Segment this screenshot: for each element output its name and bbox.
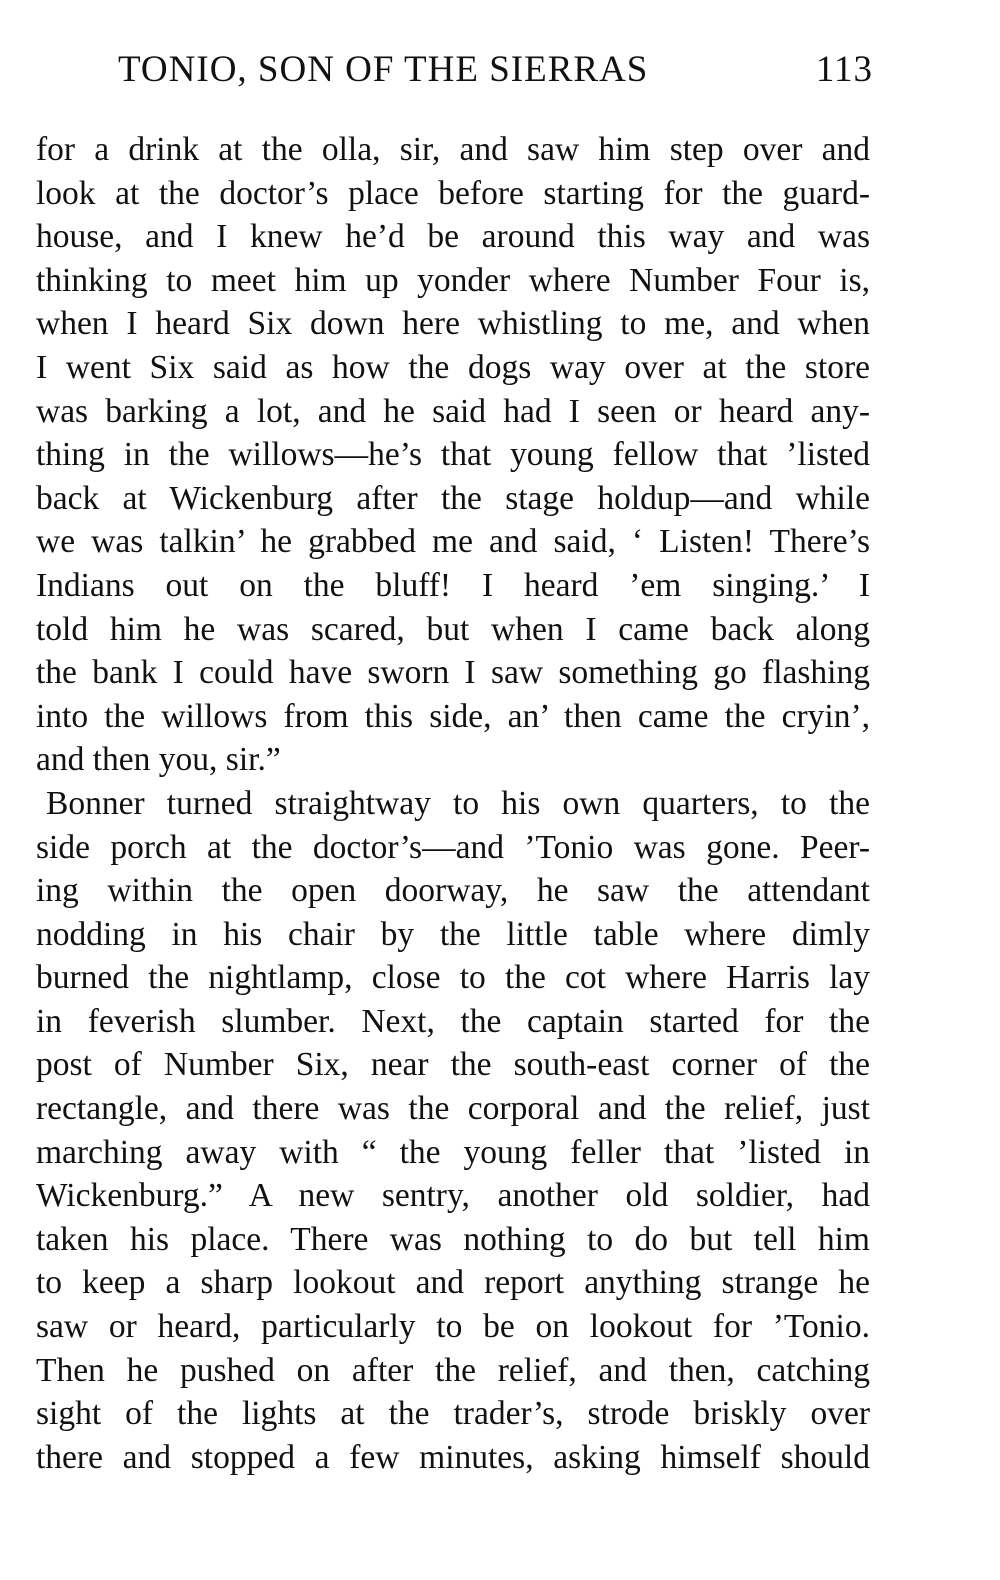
text-line: to keep a sharp lookout and report anything strange he [36,1264,870,1302]
text-line: we was talkin’ he grabbed me and said, ‘ Listen! There’s [36,523,870,561]
text-line: told him he was scared, but when I came back along [36,610,870,648]
text-line: thing in the willows—he’s that young fellow that ’listed [36,436,870,474]
text-line: for a drink at the olla, sir, and saw him step over and [36,131,870,168]
text-line: taken his place. There was nothing to do but tell him [36,1220,870,1258]
body-text [36,128,870,1479]
text-line: in feverish slumber. Next, the captain started for the [36,1002,870,1040]
text-line: rectangle, and there was the corporal and the relief, just [36,1090,870,1128]
text-line: thinking to meet him up yonder where Number Four is, [36,261,870,299]
text-line: post of Number Six, near the south-east corner of the [36,1046,870,1084]
text-line: was barking a lot, and he said had I seen or heard any- [36,392,870,430]
page-number: 113 [815,49,873,90]
text-line: I went Six said as how the dogs way over at the store [36,348,870,386]
text-line: when I heard Six down here whistling to me, and when [36,305,870,343]
text-line: saw or heard, particularly to be on lookout for ’Tonio. [36,1308,870,1346]
text-line: and then you, sir.” [36,741,281,779]
text-line: sight of the lights at the trader’s, strode briskly over [36,1395,870,1433]
text-line: marching away with “ the young feller that ’listed in [36,1133,870,1171]
text-line: burned the nightlamp, close to the cot where Harris lay [36,959,870,997]
text-line: the bank I could have sworn I saw something go flashing [36,654,870,692]
page-header [118,48,873,98]
text-line: ing within the open doorway, he saw the attendant [36,872,870,910]
text-line: house, and I knew he’d be around this way and was [36,218,870,256]
text-line: Then he pushed on after the relief, and then, catching [36,1351,870,1389]
text-line: Bonner turned straightway to his own quarters, to the [46,784,870,822]
text-line: back at Wickenburg after the stage holdup—and while [36,479,870,517]
text-line: look at the doctor’s place before starting for the guard- [36,174,870,212]
text-line: side porch at the doctor’s—and ’Tonio was gone. Peer- [36,828,870,866]
text-line: there and stopped a few minutes, asking himself should [36,1438,870,1476]
text-line: into the willows from this side, an’ then came the cryin’, [36,697,870,735]
text-line: Indians out on the bluff! I heard ’em singing.’ I [36,566,870,604]
running-title: TONIO, SON OF THE SIERRAS [118,49,649,90]
text-line: Wickenburg.” A new sentry, another old soldier, had [36,1177,870,1215]
text-line: nodding in his chair by the little table where dimly [36,915,870,953]
